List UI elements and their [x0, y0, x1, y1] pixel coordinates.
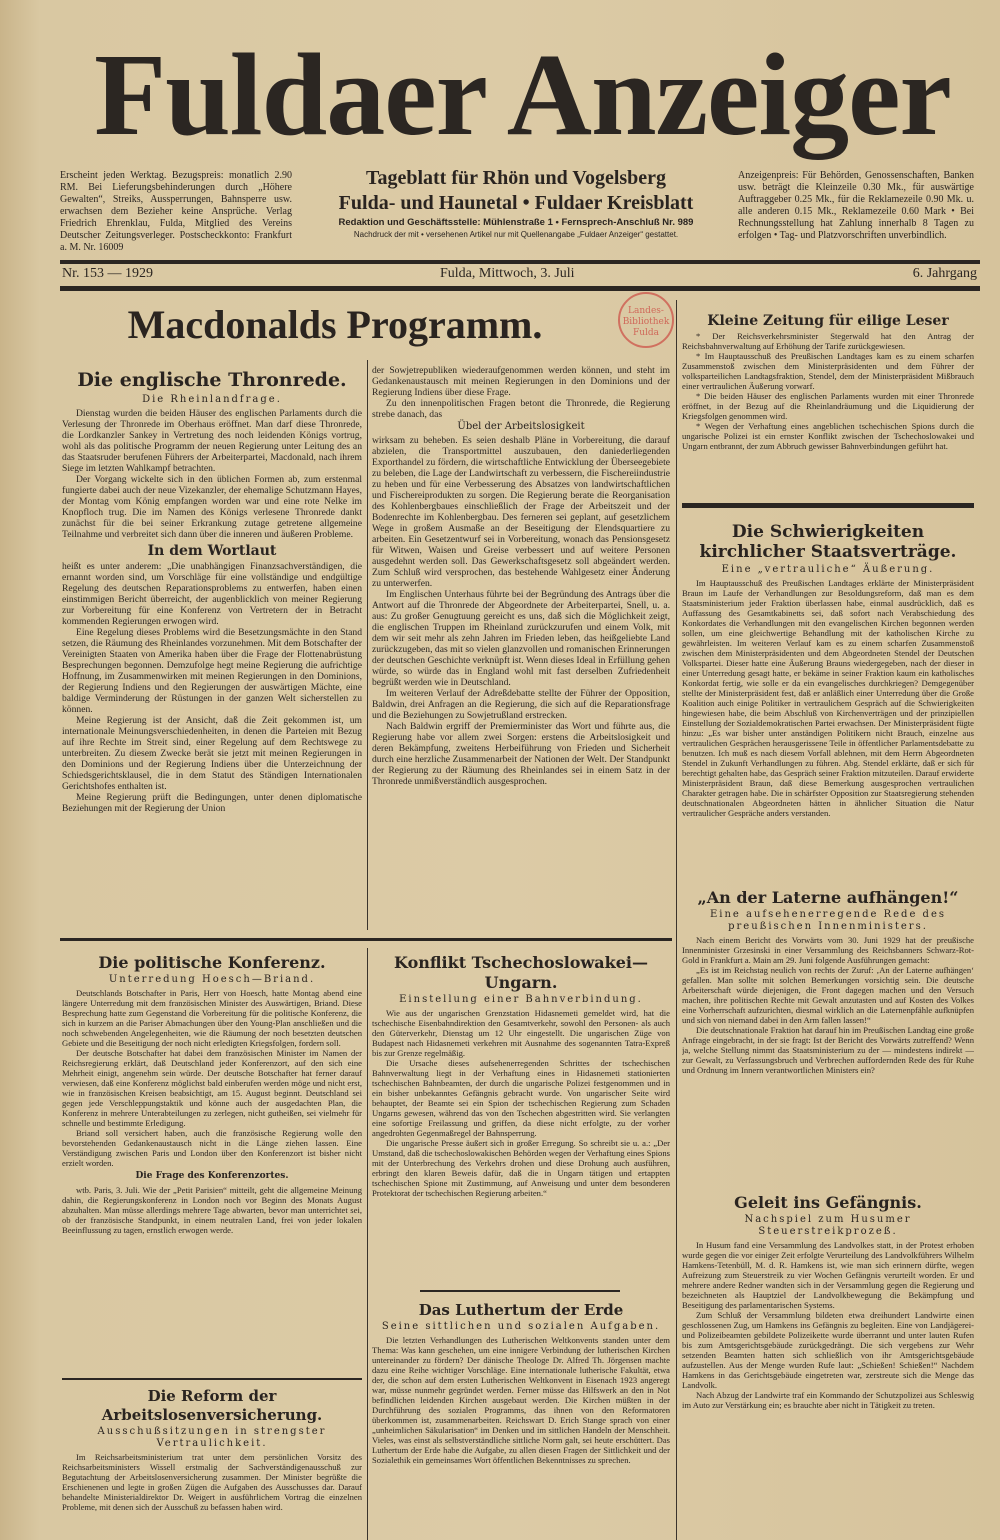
paragraph: Die deutschnationale Fraktion hat darauf hin im Preußischen Landtag eine große Anfrage eingebracht, in der sie fragt: Ist der Bericht des Vorwärts zutreffend? Wenn ja, welche Stellung nimmt das Staatsministerium zu der — mindestens indirekt — zur Gewalt, zu Verfassungsbruch und Verbrechen auffordernden Rede des für Ruhe und Ordnung im Innern verantwortlichen Ministers ein?	[682, 1025, 974, 1075]
article-subheadline: Die Rheinlandfrage.	[142, 394, 282, 405]
paragraph: Die letzten Verhandlungen des Lutherischen Weltkonvents standen unter dem Thema: Was kann geschehen, um eine innigere Verbindung der lutherischen Kirchen untereinander zu fördern? Der dänische Theologe Dr. Alfred Th. Jörgensen machte dazu eine Reihe wichtiger Vorschläge. Eine internationale lutherische Fakultät, etwa der, die schon auf dem ersten Lutherischen Weltkonvent in Eisenach 1923 angeregt war, müsse nunmehr gegründet werden. Ferner müsse das Hilfswerk an den in Not befindlichen leidenden Kirchen ausgebaut werden. Die Kirchen müßten in der Durchführung des sozialen Programms, das ihnen von den Reformatoren überkommen ist, zusammenarbeiten. Reichswart D. Erich Stange sprach von einer „unheimlichen Säkularisation“ im Denken und im sittlichen Handeln der Menschheit. Vieles, was einst als selbstverständliche sittliche Norm galt, sei heute erschüttert. Das Luthertum der Erde habe die Aufgabe, zu allen diesen Fragen der Sittlichkeit und der Sozialethik ein gemeinsames Wort öffentlichen Bekenntnisses zu sprechen.	[372, 1335, 670, 1465]
article-subheadline: Nachspiel zum Husumer Steuerstreikprozeß.	[744, 1214, 912, 1237]
paragraph: Im Hauptausschuß des Preußischen Landtages erklärte der Ministerpräsident Braun im Laufe der Verhandlungen zur Besoldungsreform, daß man es dem Staatsministerium jeder Fraktion überlassen habe, einmal ausdrücklich, daß es Auffassung des Gesamtkabinetts sei, daß sofort nach Verabschiedung des Konkordates die Verhandlungen mit den evangelischen Kirchen begonnen werden sollen, um eine gleichwertige Behandlung mit der katholischen Kirche zu gewährleisten. Im weiteren Verlauf kam es zu einem scharfen Zusammenstoß zwischen dem Ministerpräsidenten und dem Abgeordneten Stendel der Deutschen Volkspartei. Dieser hatte eine Äußerung Brauns wiedergegeben, nach der dieser in einer Unterredung gesagt hatte, er bekäme in seiner Fraktion kaum ein katholisches Konkordat fertig, wie solle er da ein evangelisches durchkriegen? Demgegenüber stellte der Ministerpräsident fest, daß er anläßlich einer Unterredung über die Große Koalition auch einige Politiker in vertraulichem Gespräch auf die Schwierigkeiten hingewiesen habe, die beim Abschluß von Kirchenverträgen und der prinzipiellen Einstellung der Sozialdemokratischen Partei erwachsen. Der Ministerpräsident fügte hinzu: „Es war bisher unter anständigen Politikern nicht Brauch, einzelne aus vertraulichen Gesprächen herausgerissene Teile in öffentlicher Parlamentsdebatte zu benutzen. Ich muß es nach diesem Vorfall ablehnen, mit dem Herrn Abgeordneten Stendel in Zukunft Verhandlungen zu führen. Abg. Stendel erklärte, daß er sich für berechtigt gehalten habe, das Gespräch seiner Fraktion mitzuteilen. Darauf erwiderte Ministerpräsident Braun, daß diese Bemerkung ausgesprochen vertraulichen Charakter getragen habe. Die in schärfster Opposition zur Staatsregierung stehenden deutschnationalen Abgeordneten hätten in ähnlicher Situation die Natur vertraulicher Gespräche anders verstanden.	[682, 578, 974, 818]
article-subheadline: Eine aufsehenerregende Rede des preußischen Innenministers.	[709, 909, 947, 932]
paragraph: Deutschlands Botschafter in Paris, Herr von Hoesch, hatte Montag abend eine längere Unterredung mit dem französischen Minister des Auswärtigen, Briand. Diese Besprechung hatte zum Gegenstand die Vorbereitung für die politische Konferenz, die sich in kurzem an die Pariser Abmachungen über den Young-Plan anschließen und die noch schwebenden Angelegenheiten, wie die Räumung der noch besetzten deutschen Gebiete und die Beseitigung der noch nicht erledigten Kriegsfolgen, fordern soll.	[62, 988, 362, 1048]
paragraph: Nach Abzug der Landwirte traf ein Kommando der Schutzpolizei aus Schleswig im Auto zur Verstärkung ein; es brauchte aber nicht in Tätigkeit zu treten.	[682, 1390, 974, 1410]
news-item: * Wegen der Verhaftung eines angeblichen tschechischen Spions durch die ungarische Polizei ist ein ernster Konflikt zwischen der Tschechoslowakei und Ungarn entbrannt, der zum Abbruch gewisser Bahnverbindungen geführt hat.	[682, 421, 974, 451]
subtitle-line-2: Fulda- und Haunetal • Fuldaer Kreisblatt	[338, 192, 694, 214]
newspaper-title: Fuldaer Anzeiger	[94, 29, 951, 160]
paragraph: Zu den innenpolitischen Fragen betont die Thronrede, die Regierung strebe danach, das	[372, 398, 670, 420]
article-staatsvertraege	[682, 518, 974, 880]
divider	[682, 503, 974, 508]
paragraph: Wie aus der ungarischen Grenzstation Hidasnemeti gemeldet wird, hat die tschechische Eisenbahndirektion den Gesamtverkehr, sowohl den Personen- als auch den Güterverkehr, Dienstag um 12 Uhr eingestellt. Die ungarischen Züge von Budapest nach Hidasnemeti verkehren mit Ausnahme des sogenannten Tatra-Expreß bis zur Grenze regelmäßig.	[372, 1008, 670, 1058]
paragraph: Im weiteren Verlauf der Adreßdebatte stellte der Führer der Opposition, Baldwin, drei Anfragen an die Regierung, die sich auf die Reparationsfrage und die Beziehungen zu Sowjetrußland erstrecken.	[372, 688, 670, 721]
paragraph: der Sowjetrepubliken wiederaufgenommen werden können, und steht im Gedankenaustausch mit meinen Regierungen in den Dominions und der Regierung Indiens über diese Frage.	[372, 365, 670, 398]
library-stamp: Landes-Bibliothek Fulda	[618, 292, 674, 348]
issue-number: Nr. 153 — 1929	[62, 266, 153, 281]
paragraph: Die Ursache dieses aufsehenerregenden Schrittes der tschechischen Bahnverwaltung liegt in der Verhaftung eines in Hidasnemeti stationierten tschechischen Bahnbeamten, der durch die ungarische Polizei festgenommen und in ein bisher unbekanntes Gefängnis gebracht wurde. Von ungarischer Seite wird behauptet, der Beamte sei ein Spion der tschechischen Regierung zum Schaden Ungarns gewesen, während das von den Tschechen abgestritten wird. Sie verlangten eine sofortige Freilassung und griffen, da diese nicht erfolgte, zu der vorher angedrohten Gegenmaßregel der Bahnsperrung.	[372, 1058, 670, 1138]
reprint-note: Nachdruck der mit • versehenen Artikel nur mit Quellenangabe „Fuldaer Anzeiger“ gestattet.	[353, 230, 679, 239]
paragraph: Der Vorgang wickelte sich in den üblichen Formen ab, zum erstenmal fungierte dabei auch der neue Vizekanzler, der ehemalige Schutzmann Hayes, der Montag vom König empfangen worden war und eine rote Nelke im Knopfloch trug. Die im Namen des Königs verlesene Thronrede dankt zunächst für die bei seiner Erkrankung zutage getretene allgemeine Teilnahme und verbreitet sich dann über die inneren und äußeren Probleme.	[62, 474, 362, 540]
article-geleit	[682, 1190, 974, 1540]
subtitle-line-1: Tageblatt für Rhön und Vogelsberg	[365, 167, 667, 189]
article-headline: Die Schwierigkeiten kirchlicher Staatsverträge.	[699, 522, 957, 562]
paragraph: Im Englischen Unterhaus führte bei der Begründung des Antrags über die Antwort auf die Thronrede der Abgeordnete der Arbeiterpartei, Snell, u. a. aus: Zu großer Genugtuung gereicht es uns, daß sich die Möglichkeit zeigt, die englischen Truppen im Rheinland zurückzurufen und einem Volk, mit dem wir seit mehr als zehn Jahren im Frieden leben, das heißgeliebte Land zurückzugeben, das mit so vielen glanzvollen und romanischen Erinnerungen der deutschen Geschichte verknüpft ist. Wenn dieses Ideal in Erfüllung gehen würde, so würde das in England wohl mit fast derselben Zufriedenheit begrüßt werden wie in Deutschland.	[372, 589, 670, 688]
paragraph: Nach einem Bericht des Vorwärts vom 30. Juni 1929 hat der preußische Innenminister Grzesinski in einer Versammlung des Reichsbanners Schwarz-Rot-Gold in Frankfurt a. Main am 29. Juni folgende Ausführungen gemacht:	[682, 935, 974, 965]
column-divider	[367, 360, 368, 930]
main-headline: Macdonalds Programm.	[127, 302, 543, 347]
section-heading: In dem Wortlaut	[147, 543, 277, 559]
advertising-info: Anzeigenpreis: Für Behörden, Genossenschaften, Banken usw. beträgt die Kleinzeile 0.30 Mk., für auswärtige Auftraggeber 0.25 Mk., für die Reklamezeile 0.90 Mk. u. alle anderen 0.15 Mk., Reklamezeile 0.60 Mark • Bei Rechnungsstellung hat Zahlung innerhalb 8 Tagen zu erfolgen • Tag- und Platzvorschriften unverbindlich.	[738, 170, 974, 241]
divider	[420, 1290, 620, 1292]
news-item: * Die beiden Häuser des englischen Parlaments wurden mit einer Thronrede eröffnet, in der Bezug auf die Rheinlandräumung und die Liquidierung der Kriegsfolgen genommen wird.	[682, 391, 974, 421]
address-line: Redaktion und Geschäftsstelle: Mühlenstraße 1 • Fernsprech-Anschluß Nr. 989	[338, 217, 694, 228]
article-subheadline: Unterredung Hoesch—Briand.	[108, 974, 316, 985]
paragraph: „Es ist im Reichstag neulich von rechts der Zuruf: ‚An der Laterne aufhängen‘ gefallen. Man sollte mit solchen Bemerkungen vorsichtig sein. Die deutsche Arbeiterschaft würde diejenigen, die Front dagegen machen und den Versuch machen, ihre politischen Rechte mit Gewalt anzutasten und auf Kosten des Volkes eine Vorherrschaft aufzurichten, diesmal wirklich an die Laternenpfähle aufknüpfen und sich von niemand dabei in den Arm fallen lassen!“	[682, 965, 974, 1025]
article-subheadline: Eine „vertrauliche“ Äußerung.	[721, 564, 935, 575]
article-reform	[62, 1384, 362, 1540]
paragraph: In Husum fand eine Versammlung des Landvolkes statt, in der Protest erhoben wurde gegen die vor einiger Zeit erfolgte Verurteilung des Landvolkführers Wilhelm Hamkens-Tetenbüll, M. d. R. Hamkens ist, wie man sich erinnern dürfte, wegen Aufreizung zum Steuerstreik zu vier Wochen Gefängnis verurteilt worden. Er und mehrere andere Redner wandten sich in der Versammlung gegen die Regierung und bezeichneten als Hauptziel der Landvolkbewegung die Bekämpfung und Beseitigung des parlamentarischen Systems.	[682, 1240, 974, 1310]
article-thronrede-continued	[372, 365, 670, 930]
paragraph: Die ungarische Presse äußert sich in großer Erregung. So schreibt sie u. a.: „Der Umstand, daß die tschechoslowakischen Behörden wegen der Verhaftung eines Spions mit der Unterbrechung des Verkehrs drohen und diese Drohung auch ausführen, erbringt den klaren Beweis dafür, daß die in Ungarn tätigen und ertappten tschechischen Spione mit Zustimmung, auf Anweisung und unter dem besonderen Protektorat der tschechischen Regierung arbeiten.“	[372, 1138, 670, 1198]
news-item: * Im Hauptausschuß des Preußischen Landtages kam es zu einem scharfen Zusammenstoß zwischen dem Ministerpräsidenten und dem Führer der volksparteilichen Landtagsfraktion, Stendel, dem der Ministerpräsident Mißbrauch einer vertraulichen Äußerung vorwarf.	[682, 351, 974, 391]
paragraph: Briand soll versichert haben, auch die französische Regierung wolle den bevorstehenden Gedankenaustausch nicht in die Länge ziehen lassen. Eine Verständigung zwischen Paris und London über den Konferenzort ist bisher nicht erzielt worden.	[62, 1128, 362, 1168]
divider	[60, 938, 672, 941]
article-subheadline: Seine sittlichen und sozialen Aufgaben.	[381, 1321, 661, 1332]
paragraph: Dienstag wurden die beiden Häuser des englischen Parlaments durch die Verlesung der Thronrede im Oberhaus eröffnet. Man darf diese Thronrede, die Lordkanzler Sankey in Vertretung des noch leidenden Königs vortrug, wohl als das politische Programm der neuen Regierung unter Leitung des an das Staatsruder berufenen Führers der Arbeiterpartei, Macdonald, nach ihrem Siege im letzten Wahlkampf betrachten.	[62, 408, 362, 474]
paragraph: Nach Baldwin ergriff der Premierminister das Wort und führte aus, die Regierung habe vor allem zwei Sorgen: erstens die Arbeitslosigkeit und deren Bekämpfung, zweitens Herbeiführung von Frieden und Sicherheit durch eine herzliche Zusammenarbeit der Nationen der Welt. Der Standpunkt der Regierung zu der Räumung des Rheinlandes sei in einem Satz in der Thronrede unmißverständlich ausgesprochen.	[372, 721, 670, 787]
article-subheadline: Einstellung einer Bahnverbindung.	[399, 994, 643, 1005]
article-headline: Konflikt Tschechoslowakei—Ungarn.	[394, 953, 648, 992]
section-heading: Übel der Arbeitslosigkeit	[457, 421, 585, 432]
paragraph: wirksam zu beheben. Es seien deshalb Pläne in Vorbereitung, die darauf abzielen, die Transportmittel auszubauen, den daniederliegenden Exporthandel zu fördern, die wirtschaftliche Entwicklung der Überseegebiete zu beleben, die Lage der Landwirtschaft zu verbessern, die Fischereiindustrie zu heben und für eine Verbesserung des Absatzes von landwirtschaftlichen und Fischereiprodukten zu sorgen. Die Regierung berate die Reorganisation des Kohlenbergbaues einschließlich der Frage der Arbeitszeit und der Bodenrechte im Kohlenbergbau. Des ferneren sei geplant, auf gesetzlichem Wege in großem Ausmaße an der Beseitigung der Elendsquartiere zu arbeiten. Ein Gesetzentwurf sei in Vorbereitung, wonach das Pensionsgesetz für Witwen, Waisen und Greise verbessert und auf weitere Personen ausgedehnt werden soll. Das Gewerkschaftsgesetz soll abgeändert werden. Zum Schluß wird versprochen, das bestehende Wahlgesetz einer Änderung zu unterwerfen.	[372, 435, 670, 589]
volume: 6. Jahrgang	[912, 266, 977, 281]
article-headline: Das Luthertum der Erde	[418, 1301, 624, 1319]
article-headline: Geleit ins Gefängnis.	[734, 1193, 922, 1212]
paragraph: Zum Schluß der Versammlung bildeten etwa dreihundert Landwirte einen geschlossenen Zug, um Hamkens ins Gefängnis zu begleiten. Eine von Landjägerei- und Polizeibeamten gebildete Polizeikette wurde überrannt und unter lauten Rufen bis zum Amtsgerichtsgebäude zurückgedrängt. Die sich vergebens zur Wehr setzenden Beamten hatten sich schließlich von ihr Amtsgerichtsgebäude aufzustellen. Aus der Menge wurden Rufe laut: „Schießen! Schießen!“ Nachdem Hamkens in das Gerichtsgebäude eingetreten war, zerstreute sich die Menge das Landvolk.	[682, 1310, 974, 1390]
article-headline: Die englische Thronrede.	[77, 369, 347, 391]
article-konferenz	[62, 950, 362, 1376]
paragraph: Der deutsche Botschafter hat dabei dem französischen Minister im Namen der Reichsregierung erklärt, daß Deutschland jeder Konferenzort, auf den sich eine Mehrheit einigt, angenehm sein würde. Der deutsche Botschafter hat ferner darauf verwiesen, daß eine Konferenz möglichst bald einberufen werden möge und nicht erst, wie in französischen Kreisen beabsichtigt, am 15. August beginnt. Deutschland sei gegen jede Verschleppungstaktik und könne auch der ausgedachten Plan, die Konferenz in mehrere Unterabteilungen zu zerlegen, nicht gutheißen, sei vielmehr für schnelle und bestimmte Erledigung.	[62, 1048, 362, 1128]
article-thronrede	[62, 365, 362, 935]
article-konflikt	[372, 950, 670, 1288]
paragraph: heißt es unter anderem: „Die unabhängigen Finanzsachverständigen, die ernannt worden sind, um Vorschläge für eine vollständige und endgültige Regelung des deutschen Reparationsproblems zu entwerfen, haben einen einstimmigen Bericht überreicht, der augenblicklich von meiner Regierung zur Vorbereitung für eine Konferenz von Vertretern der in Betracht kommenden Regierungen erwogen wird.	[62, 561, 362, 627]
paragraph: wtb. Paris, 3. Juli. Wie der „Petit Parisien“ mitteilt, geht die allgemeine Meinung dahin, die Regierungskonferenz in London noch vor Beginn des Monats August abzuhalten. Man müsse allerdings mehrere Tage abwarten, bevor man unterrichtet sei, ob der französische Standpunkt, in einem neutralen Land, frei von jeder lokalen Beeinflussung zu tagen, ernstlich erwogen werde.	[62, 1185, 362, 1235]
article-headline: „An der Laterne aufhängen!“	[697, 888, 959, 907]
dateline	[62, 266, 977, 286]
paragraph: Meine Regierung prüft die Bedingungen, unter denen diplomatische Beziehungen mit der Regierung der Union	[62, 792, 362, 814]
subscription-info: Erscheint jeden Werktag. Bezugspreis: monatlich 2.90 RM. Bei Lieferungsbehinderungen durch „Höhere Gewalten“, Streiks, Aussperrungen, Bahnsperre usw. erwachsen dem Bezieher keine Ansprüche. Verlag Friedrich Ehrenklau, Fulda, Mitglied des Vereins Deutscher Zeitungsverleger. Postscheckkonto: Frankfurt a. M. Nr. 16009	[60, 170, 292, 253]
article-kleine-zeitung	[682, 310, 974, 502]
paragraph: Eine Regelung dieses Problems wird die Besetzungsmächte in den Stand setzen, die Räumung des Rheinlandes vorzunehmen. Mit dem Botschafter der Vereinigten Staaten von Amerika haben über die Frage der Flottenabrüstung Besprechungen begonnen. Demzufolge hegt meine Regierung die aufrichtige Hoffnung, im Zusammenwirken mit meinen Regierungen in den Dominions, der Regierung Indiens und den Regierungen der auswärtigen Mächte, eine baldige Verminderung der Rüstungen in der ganzen Welt sicherstellen zu können.	[62, 627, 362, 715]
masthead-subtitle	[298, 166, 734, 240]
article-laterne	[682, 885, 974, 1180]
news-item: * Der Reichsverkehrsminister Stegerwald hat den Antrag der Reichsbahnverwaltung auf Erhöhung der Tarife zurückgewiesen.	[682, 331, 974, 351]
article-headline: Die politische Konferenz.	[98, 953, 326, 972]
article-headline: Kleine Zeitung für eilige Leser	[707, 313, 949, 329]
column-divider	[367, 948, 368, 1540]
divider	[62, 1378, 362, 1380]
column-divider	[676, 300, 677, 1540]
divider	[60, 260, 980, 264]
paragraph: Im Reichsarbeitsministerium trat unter dem persönlichen Vorsitz des Reichsarbeitsministers Wissell erstmalig der Sachverständigenausschuß zur Begutachtung der Arbeitslosenversicherung zusammen. Der Minister begrüßte die Erschienenen und legte in großen Zügen die Aufgaben des Ausschusses dar. Darauf behandelte Ministerialdirektor Dr. Weigert in ausführlichem Vortrag die einzelnen Probleme, mit denen sich der Ausschuß zu befassen haben wird.	[62, 1452, 362, 1512]
article-headline: Die Reform der Arbeitslosenversicherung.	[101, 1387, 323, 1424]
paragraph: Meine Regierung ist der Ansicht, daß die Zeit gekommen ist, um internationale Meinungsverschiedenheiten, in denen die Parteien mit Bezug auf ihre Rechte im Streit sind, einer Regelung auf dem Rechtswege zu unterbreiten. Zu diesem Zwecke berät sie jetzt mit meinen Regierungen in den Dominions und der Regierung Indiens über die Unterzeichnung der Schiedsgerichtsklausel, die in dem Statut des Ständigen Internationalen Gerichtshofes enthalten ist.	[62, 715, 362, 792]
issue-date: Fulda, Mittwoch, 3. Juli	[440, 266, 575, 281]
divider	[60, 286, 980, 291]
article-luthertum	[372, 1298, 670, 1540]
section-heading: Die Frage des Konferenzortes.	[135, 1171, 289, 1181]
article-subheadline: Ausschußsitzungen in strengster Vertraulichkeit.	[97, 1426, 327, 1449]
